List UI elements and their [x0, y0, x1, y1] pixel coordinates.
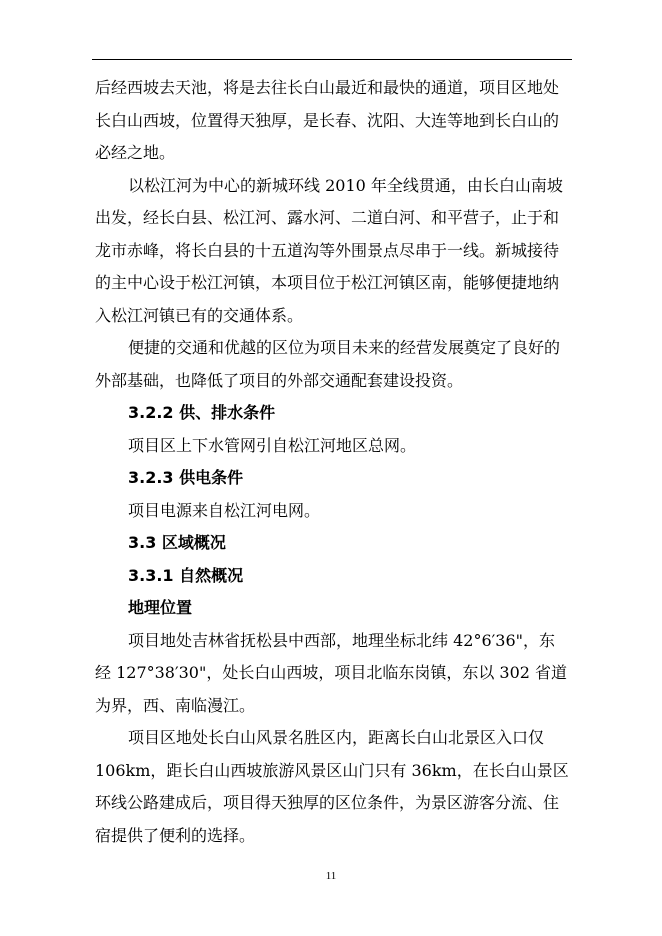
body-line: 长白山西坡，位置得天独厚，是长春、沈阳、大连等地到长白山的 — [95, 110, 560, 130]
section-heading-natural-overview: 3.3.1 自然概况 — [128, 565, 244, 585]
paragraph-first-line: 项目电源来自松江河电网。 — [128, 500, 321, 520]
subheading-geographic-location: 地理位置 — [128, 598, 193, 617]
body-line: 宿提供了便利的选择。 — [95, 825, 256, 845]
paragraph-first-line: 以松江河为中心的新城环线 2010 年全线贯通，由长白山南坡 — [128, 175, 563, 195]
section-heading-power-supply: 3.2.3 供电条件 — [128, 468, 244, 487]
body-line: 环线公路建成后，项目得天独厚的区位条件，为景区游客分流、住 — [95, 793, 560, 812]
paragraph-first-line: 项目区地处长白山风景名胜区内，距离长白山北景区入口仅 — [128, 728, 545, 747]
paragraph-first-line: 项目地处吉林省抚松县中西部，地理坐标北纬 42°6′36"，东 — [128, 630, 555, 650]
page-number: 11 — [325, 870, 337, 882]
body-line: 龙市赤峰，将长白县的十五道沟等外围景点尽串于一线。新城接待 — [95, 240, 560, 260]
body-line: 经 127°38′30"，处长白山西坡，项目北临东岗镇，东以 302 省道 — [95, 663, 568, 682]
body-line: 入松江河镇已有的交通体系。 — [95, 305, 304, 325]
body-line: 出发，经长白县、松江河、露水河、二道白河、和平营子，止于和 — [95, 208, 560, 227]
body-line: 为界，西、南临漫江。 — [95, 695, 256, 715]
body-line: 106km，距长白山西坡旅游风景区山门只有 36km，在长白山景区 — [95, 760, 569, 780]
body-line: 必经之地。 — [95, 143, 176, 162]
body-line: 外部基础，也降低了项目的外部交通配套建设投资。 — [95, 370, 464, 390]
body-line: 后经西坡去天池，将是去往长白山最近和最快的通道，项目区地处 — [95, 78, 560, 97]
document-body — [95, 72, 575, 852]
paragraph-first-line: 项目区上下水管网引自松江河地区总网。 — [128, 435, 417, 455]
paragraph-first-line: 便捷的交通和优越的区位为项目未来的经营发展奠定了良好的 — [128, 338, 561, 357]
body-line: 的主中心设于松江河镇，本项目位于松江河镇区南，能够便捷地纳 — [95, 273, 560, 292]
header-rule — [92, 59, 572, 60]
section-heading-water-supply: 3.2.2 供、排水条件 — [128, 403, 276, 422]
section-heading-regional-overview: 3.3 区域概况 — [128, 533, 226, 552]
